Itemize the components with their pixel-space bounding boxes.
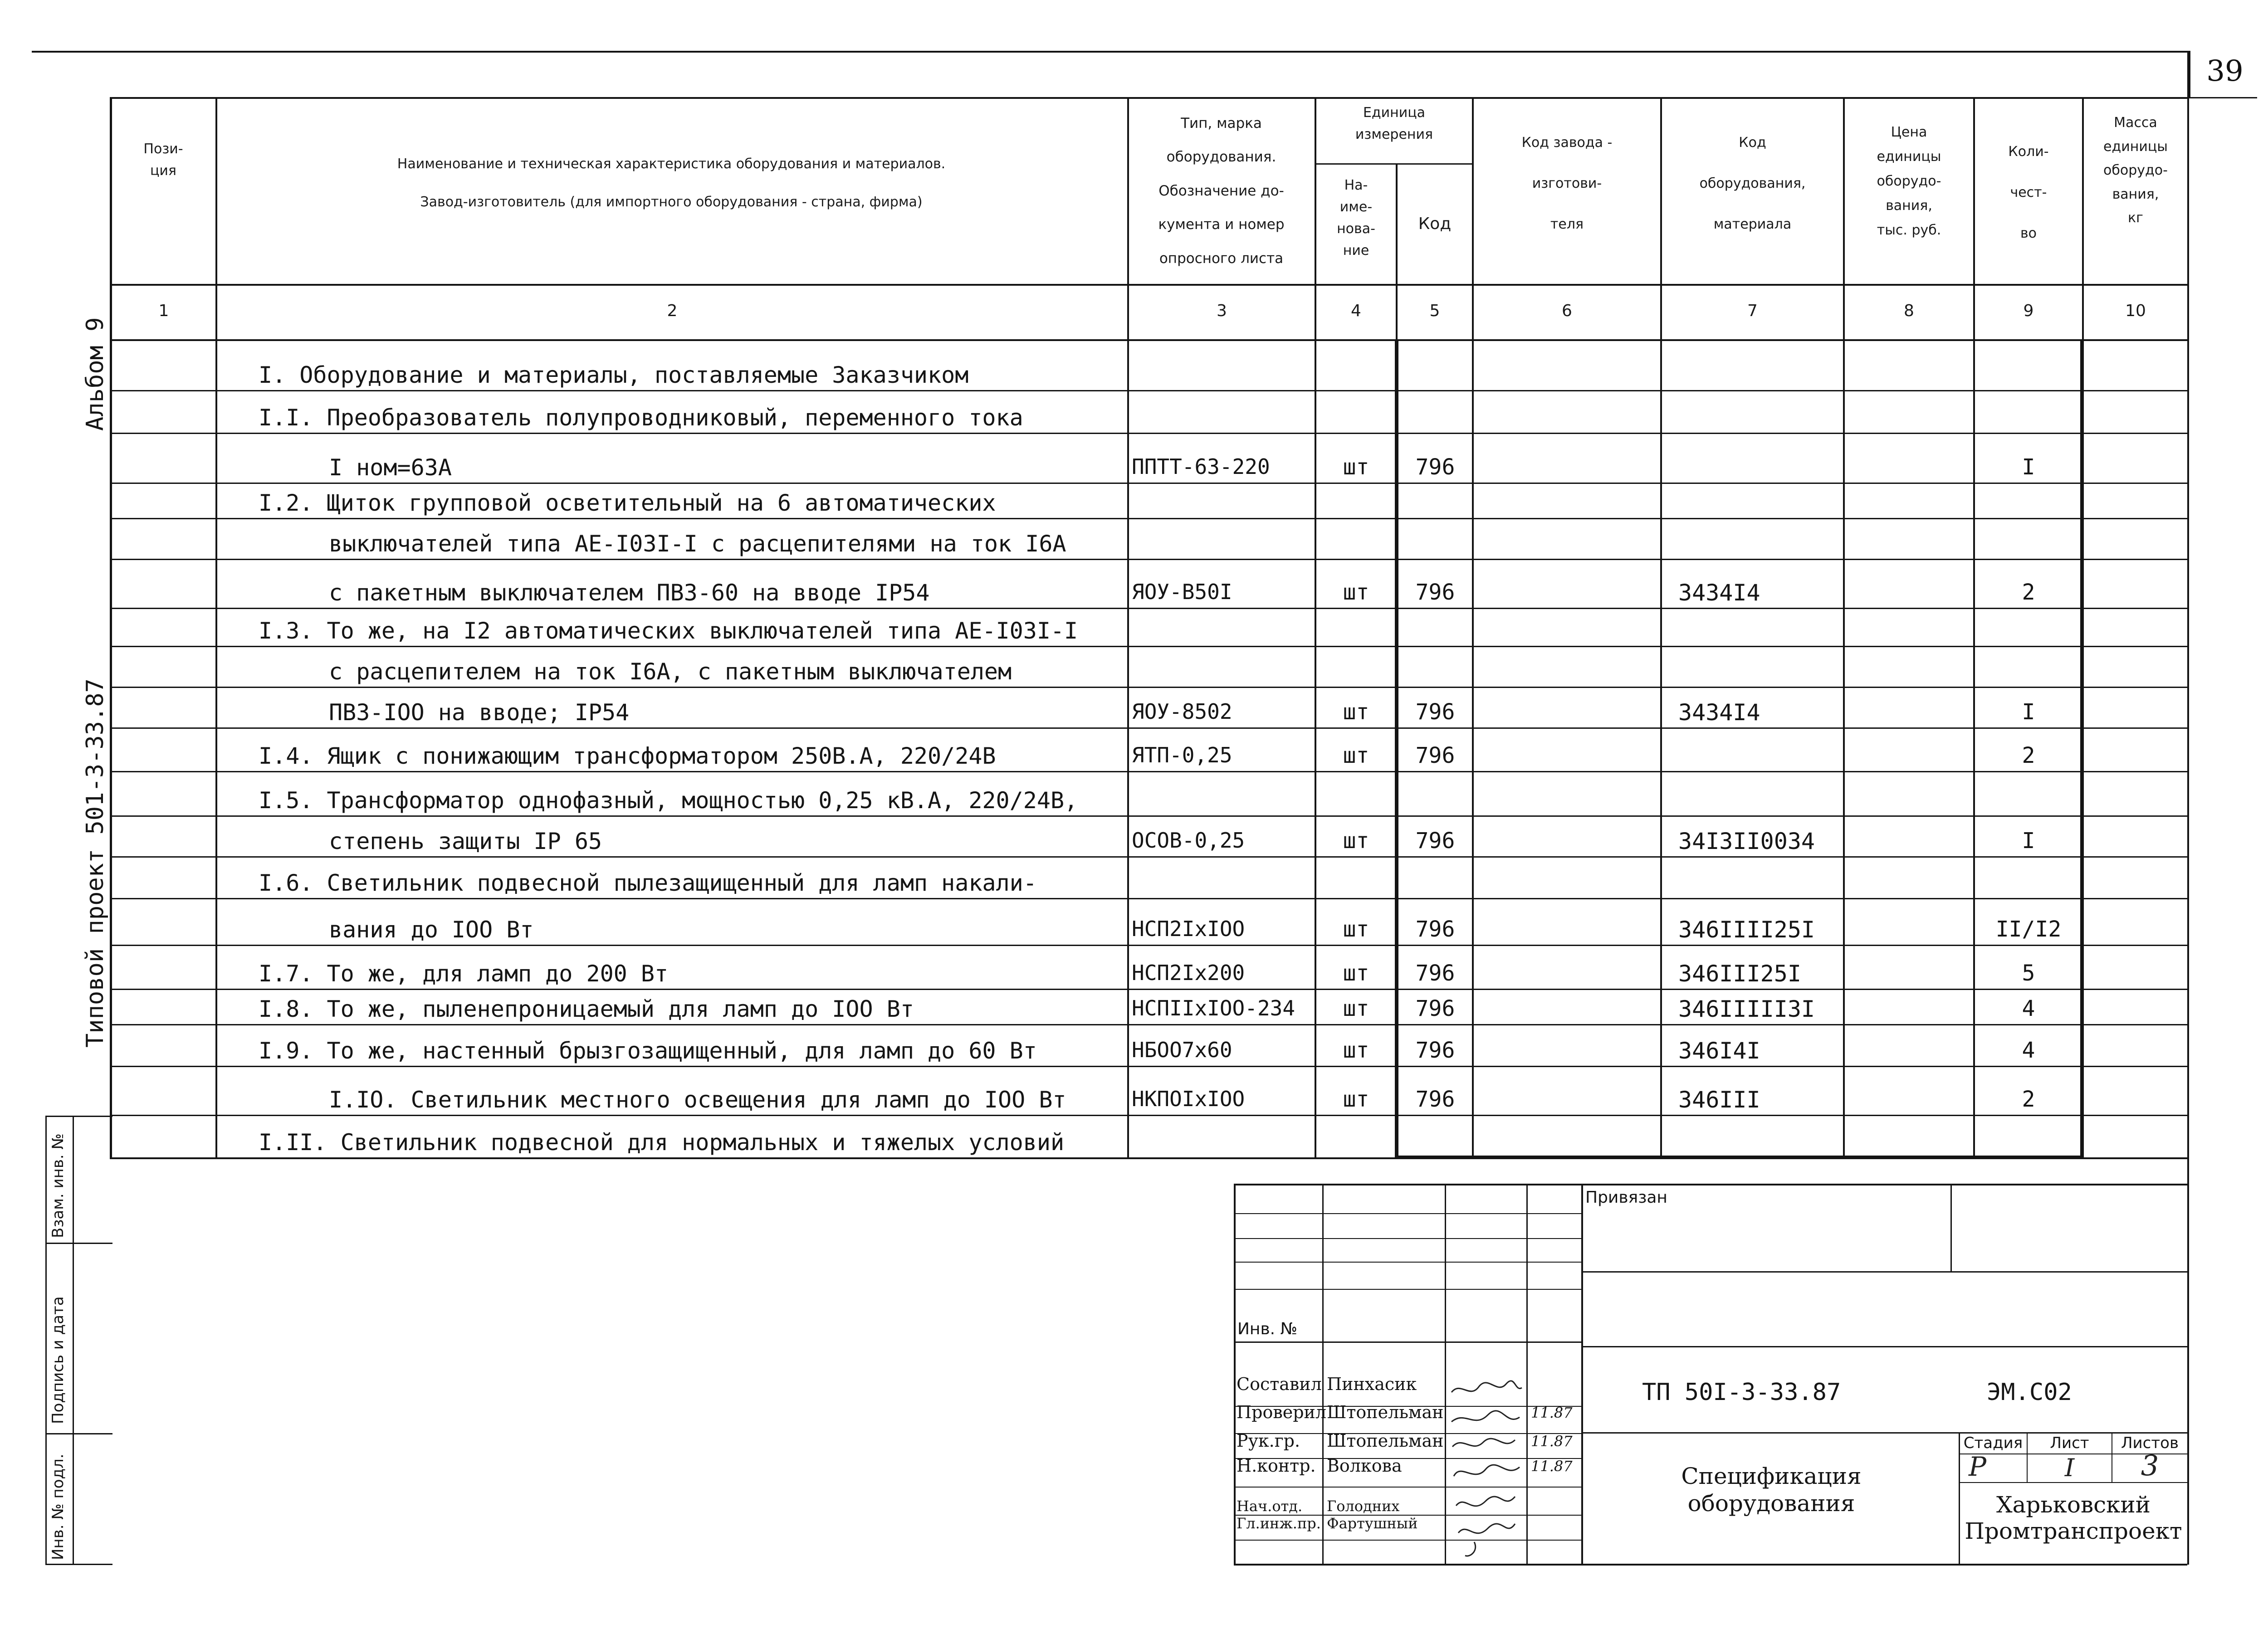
row-unit-code: 796 — [1415, 580, 1455, 605]
row-unit: шт — [1343, 743, 1369, 768]
staff-role: Нач.отд. — [1237, 1497, 1303, 1515]
staff-name: Фартушный — [1327, 1515, 1418, 1532]
row-name: выключателей типа АЕ-I03I-I с расцепителями на ток I6А — [329, 531, 1066, 557]
doc-title: Спецификация оборудования — [1681, 1463, 1862, 1517]
row-unit-code: 796 — [1415, 961, 1455, 986]
row-type: ОСОВ-0,25 — [1132, 828, 1245, 853]
col-number: 5 — [1429, 302, 1440, 320]
staff-role: Рук.гр. — [1237, 1431, 1300, 1451]
row-name: I.6. Светильник подвесной пылезащищенный для ламп накали- — [259, 870, 1037, 896]
signature-date-label: Подпись и дата — [49, 1296, 67, 1424]
header-name: Наименование и техническая характеристика оборудования и материалов. Завод-изготовитель (для импортного оборудования - страна, фирма) — [397, 156, 946, 210]
sheet-label: Лист — [2050, 1434, 2089, 1452]
row-type: ППТТ-63-220 — [1132, 454, 1270, 479]
header-unit-group: Единица измерения — [1355, 105, 1433, 142]
header-factory-code: Код завода - изготови- теля — [1521, 135, 1613, 232]
row-type: НСП2IхIОО — [1132, 917, 1245, 941]
row-quantity: 5 — [2022, 961, 2035, 986]
col-number: 4 — [1351, 302, 1361, 320]
sheet-number: 39 — [2206, 54, 2244, 88]
header-unit-name: На- име- нова- ние — [1337, 177, 1375, 259]
header-unit-code: Код — [1418, 215, 1452, 233]
row-quantity: I — [2022, 828, 2035, 854]
row-name: I.9. То же, настенный брызгозащищенный, для ламп до 60 Вт — [259, 1038, 1037, 1064]
row-quantity: 2 — [2022, 580, 2035, 605]
row-quantity: I — [2022, 699, 2035, 725]
col-number: 9 — [2023, 302, 2034, 320]
staff-name: Штопельман — [1327, 1431, 1444, 1451]
row-material-code: 346III25I — [1678, 961, 1801, 987]
row-name: I.7. То же, для ламп до 200 Вт — [259, 961, 669, 987]
row-unit: шт — [1343, 917, 1369, 942]
row-unit: шт — [1343, 996, 1369, 1021]
row-name: вания до IОО Вт — [329, 917, 534, 943]
stage-value: Р — [1969, 1451, 1987, 1482]
inv-original-label: Инв. № подл. — [49, 1454, 67, 1560]
sheets-label: Листов — [2121, 1434, 2179, 1452]
row-name: с расцепителем на ток I6А, с пакетным выключателем — [329, 658, 1012, 685]
row-unit-code: 796 — [1415, 454, 1455, 480]
row-name: I.4. Ящик с понижающим трансформатором 250В.А, 220/24В — [259, 743, 996, 769]
row-name: I.8. То же, пыленепроницаемый для ламп до IОО Вт — [259, 996, 914, 1022]
row-quantity: II/I2 — [1995, 917, 2062, 942]
staff-role: Проверил — [1237, 1402, 1327, 1422]
staff-date: 11.87 — [1531, 1433, 1573, 1450]
attached-label: Привязан — [1585, 1188, 1667, 1207]
doc-mark: ЭМ.С02 — [1987, 1379, 2072, 1406]
row-type: ЯТП-0,25 — [1132, 743, 1232, 767]
row-name: I.IО. Светильник местного освещения для ламп до IОО Вт — [329, 1087, 1066, 1113]
row-name: I.5. Трансформатор однофазный, мощностью 0,25 кВ.А, 220/24В, — [259, 787, 1078, 814]
row-quantity: 4 — [2022, 1038, 2035, 1063]
row-name: с пакетным выключателем ПВЗ-60 на вводе IP54 — [329, 580, 930, 606]
row-type: НСПIIхIОО-234 — [1132, 996, 1295, 1020]
row-unit: шт — [1343, 828, 1369, 854]
row-unit: шт — [1343, 1038, 1369, 1063]
sheet-value: I — [2064, 1454, 2075, 1482]
row-quantity: I — [2022, 454, 2035, 480]
staff-name: Штопельман — [1327, 1402, 1444, 1422]
row-material-code: 346I4I — [1678, 1038, 1760, 1064]
col-number: 10 — [2125, 302, 2146, 320]
header-mass: Масса единицы оборудо- вания, кг — [2103, 115, 2168, 226]
row-unit-code: 796 — [1415, 917, 1455, 942]
col-number: 8 — [1904, 302, 1914, 320]
inv-label: Инв. № — [1237, 1320, 1298, 1338]
row-name: I.II. Светильник подвесной для нормальных и тяжелых условий — [259, 1129, 1065, 1156]
row-unit: шт — [1343, 454, 1369, 480]
row-type: ЯОУ-8502 — [1132, 699, 1232, 724]
row-name: I.I. Преобразователь полупроводниковый, переменного тока — [259, 405, 1023, 431]
row-unit-code: 796 — [1415, 1087, 1455, 1112]
staff-date: 11.87 — [1531, 1404, 1573, 1421]
staff-name: Волкова — [1327, 1456, 1402, 1476]
col-number: 2 — [667, 302, 678, 320]
row-name: степень защиты IP 65 — [329, 828, 602, 854]
col-number: 6 — [1562, 302, 1572, 320]
staff-name: Пинхасик — [1327, 1374, 1417, 1394]
row-unit: шт — [1343, 1087, 1369, 1112]
header-type: Тип, марка оборудования. Обозначение до- кумента и номер опросного листа — [1158, 115, 1285, 267]
row-unit: шт — [1343, 699, 1369, 725]
col-number: 1 — [158, 302, 169, 320]
row-name: ПВЗ-IОО на вводе; IP54 — [329, 699, 630, 726]
row-type: НБОО7х60 — [1132, 1038, 1232, 1062]
row-name: I.2. Щиток групповой осветительный на 6 автоматических — [259, 490, 996, 516]
row-name: I. Оборудование и материалы, поставляемые Заказчиком — [259, 362, 969, 388]
staff-role: Составил — [1237, 1374, 1322, 1394]
row-quantity: 2 — [2022, 1087, 2035, 1112]
staff-name: Голодних — [1327, 1497, 1400, 1515]
col-number: 3 — [1217, 302, 1227, 320]
organization: Харьковский Промтранспроект — [1965, 1492, 2182, 1544]
row-type: НСП2Iх200 — [1132, 961, 1245, 985]
row-material-code: 346IIII25I — [1678, 917, 1815, 943]
row-type: НКПОIхIОО — [1132, 1087, 1245, 1111]
row-name: I ном=63А — [329, 454, 452, 481]
row-type: ЯОУ-В50I — [1132, 580, 1232, 604]
project-label: Типовой проект 501-3-33.87 — [82, 678, 109, 1048]
row-quantity: 4 — [2022, 996, 2035, 1021]
row-material-code: 346III — [1678, 1087, 1760, 1113]
row-quantity: 2 — [2022, 743, 2035, 768]
row-material-code: 346IIIII3I — [1678, 996, 1815, 1022]
staff-role: Гл.инж.пр. — [1237, 1515, 1321, 1532]
album-label: Альбом 9 — [82, 317, 109, 431]
doc-code: ТП 50I-3-33.87 — [1642, 1379, 1841, 1406]
row-unit: шт — [1343, 961, 1369, 986]
header-position: Пози- ция — [143, 141, 183, 179]
row-unit-code: 796 — [1415, 828, 1455, 854]
row-unit: шт — [1343, 580, 1369, 605]
row-name: I.3. То же, на I2 автоматических выключателей типа АЕ-I03I-I — [259, 618, 1078, 644]
row-material-code: 34I3II0034 — [1678, 828, 1815, 854]
signature-scribbles — [1447, 1379, 1526, 1560]
row-unit-code: 796 — [1415, 699, 1455, 725]
row-unit-code: 796 — [1415, 743, 1455, 768]
header-price: Цена единицы оборудо- вания, тыс. руб. — [1877, 124, 1941, 238]
header-material-code: Код оборудования, материала — [1699, 135, 1806, 232]
row-unit-code: 796 — [1415, 1038, 1455, 1063]
row-material-code: 3434I4 — [1678, 580, 1760, 606]
staff-role: Н.контр. — [1237, 1456, 1316, 1476]
stage-label: Стадия — [1963, 1434, 2023, 1452]
row-material-code: 3434I4 — [1678, 699, 1760, 726]
header-quantity: Коли- чест- во — [2008, 144, 2049, 241]
col-number: 7 — [1747, 302, 1758, 320]
staff-date: 11.87 — [1531, 1458, 1573, 1475]
sheets-value: 3 — [2141, 1449, 2159, 1482]
row-unit-code: 796 — [1415, 996, 1455, 1021]
inv-replace-label: Взам. инв. № — [49, 1133, 67, 1238]
